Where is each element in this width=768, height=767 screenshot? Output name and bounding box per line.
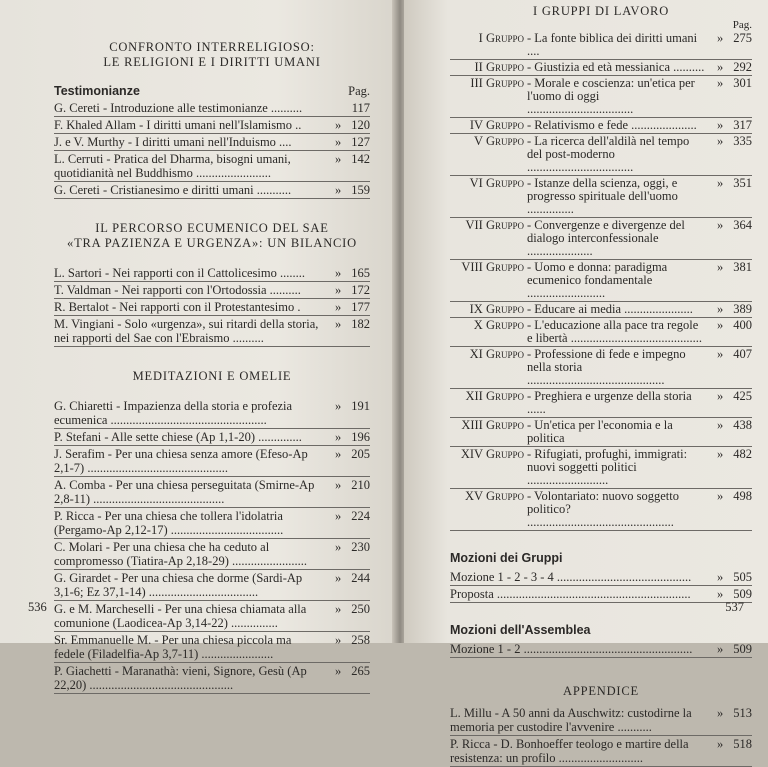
toc-page-ref — [706, 261, 752, 300]
page-ref-number: 230 — [351, 540, 370, 554]
toc-entry-text: L. Sartori - Nei rapporti con il Cattolicesimo ........ — [54, 266, 305, 280]
toc-entry — [54, 539, 370, 570]
page-arrow: » — [717, 218, 724, 232]
page-arrow: » — [717, 260, 724, 274]
toc-page-ref — [324, 266, 370, 280]
page-arrow: » — [335, 478, 342, 492]
toc-entry-text: P. Stefani - Alle sette chiese (Ap 1,1-20) .............. — [54, 430, 302, 444]
toc-page-ref — [706, 490, 752, 529]
toc-entry-text: G. Cereti - Introduzione alle testimonianze .......... — [54, 101, 303, 115]
page-ref-number: 191 — [351, 399, 370, 413]
page-ref-number: 389 — [733, 302, 752, 316]
page-ref-number: 244 — [351, 571, 370, 585]
page-arrow: » — [717, 31, 724, 45]
page-ref-number: 258 — [351, 633, 370, 647]
toc-entry-text — [450, 348, 706, 387]
toc-page-ref — [324, 540, 370, 568]
pag-label: Pag. — [348, 84, 370, 98]
toc-entry-text: G. e M. Marcheselli - Per una chiesa chiamata alla comunione (Laodicea-Ap 3,14-22) ............... — [54, 602, 307, 630]
toc-page-ref — [324, 571, 370, 599]
toc-entry — [54, 299, 370, 316]
toc-list — [450, 705, 752, 767]
toc-entry-text: C. Molari - Per una chiesa che ha ceduto al compromesso (Tiatira-Ap 2,18-29) ........................ — [54, 540, 307, 568]
toc-page-ref — [324, 633, 370, 661]
toc-page-ref — [324, 602, 370, 630]
toc-entry — [450, 569, 752, 586]
page-ref-number: 210 — [351, 478, 370, 492]
toc-page-ref — [706, 219, 752, 258]
toc-entry — [54, 632, 370, 663]
group-number: XII Gruppo — [465, 389, 524, 403]
toc-entry — [450, 489, 752, 531]
page-number: 537 — [725, 600, 744, 614]
toc-entry-text: F. Khaled Allam - I diritti umani nell'Islamismo .. — [54, 118, 302, 132]
page-ref-number: 509 — [733, 587, 752, 601]
group-number: IV Gruppo — [469, 118, 524, 132]
toc-entry-text: A. Comba - Per una chiesa perseguitata (Smirne-Ap 2,8-11) .......................................... — [54, 478, 315, 506]
toc-page-ref — [706, 737, 752, 765]
page-arrow: » — [335, 266, 342, 280]
toc-page-ref — [706, 348, 752, 387]
toc-entry-text: P. Ricca - Per una chiesa che tollera l'idolatria (Pergamo-Ap 2,12-17) .................................... — [54, 509, 284, 537]
toc-entry — [54, 117, 370, 134]
page-arrow: » — [717, 60, 724, 74]
group-number: XIV Gruppo — [460, 447, 524, 461]
toc-entry — [450, 389, 752, 418]
page-arrow: » — [335, 399, 342, 413]
toc-entry — [450, 260, 752, 302]
page-ref-number: 159 — [351, 183, 370, 197]
left-page — [0, 0, 396, 692]
toc-entry — [54, 477, 370, 508]
page-arrow: » — [335, 183, 342, 197]
section-percorso-ecumenico — [54, 221, 370, 347]
page-arrow: » — [717, 737, 724, 751]
toc-entry-text: L. Cerruti - Pratica del Dharma, bisogni umani, quotidianità nel Buddhismo ........................ — [54, 152, 291, 180]
page-arrow: » — [717, 347, 724, 361]
page-arrow: » — [717, 318, 724, 332]
page-arrow: » — [717, 302, 724, 316]
page-ref-number: 182 — [351, 317, 370, 331]
page-arrow: » — [335, 430, 342, 444]
toc-entry — [54, 182, 370, 199]
toc-entry — [450, 418, 752, 447]
page-ref-number: 513 — [733, 706, 752, 720]
toc-page-ref — [706, 177, 752, 216]
toc-entry — [54, 134, 370, 151]
group-number: IX Gruppo — [469, 302, 524, 316]
page-ref-number: 205 — [351, 447, 370, 461]
toc-entry-text — [450, 61, 706, 74]
toc-entry — [54, 570, 370, 601]
page-ref-number: 265 — [351, 664, 370, 678]
toc-page-ref — [324, 300, 370, 314]
page-arrow: » — [335, 135, 342, 149]
toc-entry — [54, 508, 370, 539]
page-ref-number: 117 — [351, 101, 370, 115]
toc-page-ref — [706, 419, 752, 445]
page-arrow: » — [717, 118, 724, 132]
entry-title: - Uomo e donna: paradigma ecumenico fondamentale ......................... — [527, 260, 668, 300]
group-number: VII Gruppo — [465, 218, 524, 232]
toc-entry — [450, 318, 752, 347]
group-number: V Gruppo — [474, 134, 524, 148]
toc-page-ref — [706, 303, 752, 316]
page-arrow: » — [717, 134, 724, 148]
toc-page-ref — [324, 101, 370, 115]
page-ref-number: 165 — [351, 266, 370, 280]
section-title: I GRUPPI DI LAVORO — [532, 4, 670, 18]
toc-page-ref — [324, 664, 370, 692]
toc-entry — [450, 447, 752, 489]
toc-entry — [54, 663, 370, 694]
page-ref-number: 400 — [733, 318, 752, 332]
page-arrow: » — [717, 570, 724, 584]
toc-entry-text — [450, 219, 706, 258]
page-arrow: » — [335, 317, 342, 331]
toc-page-ref — [324, 447, 370, 475]
toc-entry — [54, 446, 370, 477]
toc-list — [54, 265, 370, 347]
group-number: III Gruppo — [470, 76, 524, 90]
group-number: XI Gruppo — [469, 347, 524, 361]
page-ref-number: 351 — [733, 176, 752, 190]
entry-title: - Un'etica per l'economia e la politica — [527, 418, 673, 445]
toc-page-ref — [706, 570, 752, 584]
entry-title: - Preghiera e urgenze della storia ...... — [527, 389, 692, 416]
group-number: XIII Gruppo — [461, 418, 524, 432]
toc-page-ref — [324, 478, 370, 506]
toc-page-ref — [324, 183, 370, 197]
toc-page-ref — [706, 587, 752, 601]
page-arrow: » — [717, 489, 724, 503]
page-ref-number: 364 — [733, 218, 752, 232]
toc-entry — [450, 118, 752, 134]
page-ref-number: 196 — [351, 430, 370, 444]
toc-entry-text — [450, 448, 706, 487]
toc-entry-text: G. Cereti - Cristianesimo e diritti umani ........... — [54, 183, 292, 197]
entry-title: - L'educazione alla pace tra regole e libertà .......................................... — [527, 318, 702, 345]
page-ref-number: 518 — [733, 737, 752, 751]
entry-title: - Convergenze e divergenze del dialogo interconfessionale ..................... — [527, 218, 685, 258]
page-ref-number: 292 — [733, 60, 752, 74]
section-title — [54, 369, 370, 384]
page-arrow: » — [335, 571, 342, 585]
toc-entry-text: L. Millu - A 50 anni da Auschwitz: custodirne la memoria per custodire l'avvenire ........... — [450, 706, 692, 734]
page-arrow: » — [335, 540, 342, 554]
page-ref-number: 317 — [733, 118, 752, 132]
section-title: APPENDICE — [563, 684, 639, 698]
toc-page-ref — [324, 118, 370, 132]
toc-entry-text — [450, 303, 706, 316]
section-title-line: IL PERCORSO ECUMENICO DEL SAE — [95, 221, 329, 235]
toc-page-ref — [324, 509, 370, 537]
toc-entry-text — [450, 319, 706, 345]
toc-entry-text — [450, 135, 706, 174]
section-title — [54, 40, 370, 70]
toc-entry — [54, 100, 370, 117]
page-arrow: » — [335, 300, 342, 314]
toc-entry-text: P. Giachetti - Maranathà: vieni, Signore, Gesù (Ap 22,20) .............................................. — [54, 664, 307, 692]
toc-entry-text — [450, 119, 706, 132]
right-page — [404, 0, 768, 765]
entry-title: - Professione di fede e impegno nella storia ............................................ — [527, 347, 686, 387]
group-number: I Gruppo — [478, 31, 524, 45]
page-ref-number: 275 — [733, 31, 752, 45]
toc-page-ref — [706, 642, 752, 656]
toc-entry-text: T. Valdman - Nei rapporti con l'Ortodossia .......... — [54, 283, 301, 297]
entry-title: - Morale e coscienza: un'etica per l'uomo di oggi .................................. — [527, 76, 695, 116]
toc-page-ref — [706, 61, 752, 74]
toc-entry-text: Mozione 1 - 2 - 3 - 4 ........................................... — [450, 570, 692, 584]
toc-page-ref — [324, 283, 370, 297]
toc-entry-text: Proposta .............................................................. — [450, 587, 691, 601]
page-arrow: » — [717, 587, 724, 601]
toc-page-ref — [324, 317, 370, 345]
section-gruppi — [450, 4, 752, 531]
section-title: Mozioni dell'Assemblea — [450, 623, 591, 637]
page-ref-number: 335 — [733, 134, 752, 148]
section-title-line: CONFRONTO INTERRELIGIOSO: — [109, 40, 315, 54]
toc-entry — [450, 347, 752, 389]
toc-entry-text — [450, 390, 706, 416]
toc-entry-text — [450, 177, 706, 216]
page-arrow: » — [717, 176, 724, 190]
page-arrow: » — [335, 283, 342, 297]
page-ref-number: 425 — [733, 389, 752, 403]
entry-title: - La fonte biblica dei diritti umani .... — [527, 31, 698, 58]
page-arrow: » — [717, 418, 724, 432]
page-ref-number: 120 — [351, 118, 370, 132]
group-number: II Gruppo — [474, 60, 524, 74]
page-arrow: » — [335, 118, 342, 132]
page-ref-number: 172 — [351, 283, 370, 297]
toc-entry-text: G. Girardet - Per una chiesa che dorme (Sardi-Ap 3,1-6; Ez 37,1-14) ................................... — [54, 571, 303, 599]
toc-page-ref — [706, 319, 752, 345]
toc-entry — [54, 316, 370, 347]
page-ref-number: 438 — [733, 418, 752, 432]
toc-page-ref — [324, 135, 370, 149]
entry-title: - Giustizia ed età messianica .......... — [527, 60, 705, 74]
page-arrow: » — [335, 602, 342, 616]
toc-list — [450, 31, 752, 531]
toc-page-ref — [324, 152, 370, 180]
page-ref-number: 509 — [733, 642, 752, 656]
toc-page-ref — [706, 119, 752, 132]
toc-entry — [450, 705, 752, 736]
toc-entry-text: Sr. Emmanuelle M. - Per una chiesa piccola ma fedele (Filadelfia-Ap 3,7-11) ....................... — [54, 633, 292, 661]
page-ref-number: 482 — [733, 447, 752, 461]
toc-entry — [54, 282, 370, 299]
toc-list — [450, 569, 752, 603]
page-ref-number: 301 — [733, 76, 752, 90]
page-arrow: » — [717, 642, 724, 656]
toc-entry — [450, 176, 752, 218]
toc-entry-text: G. Chiaretti - Impazienza della storia e profezia ecumenica .................................................. — [54, 399, 293, 427]
entry-title: - Volontariato: nuovo soggetto politico? ............................................... — [527, 489, 679, 529]
toc-page-ref — [324, 399, 370, 427]
toc-entry — [450, 134, 752, 176]
toc-entry-text — [450, 261, 706, 300]
group-number: XV Gruppo — [465, 489, 524, 503]
group-number: X Gruppo — [473, 318, 524, 332]
toc-page-ref — [324, 430, 370, 444]
entry-title: - Istanze della scienza, oggi, e progresso spirituale dell'uomo ............... — [527, 176, 678, 216]
toc-entry — [54, 151, 370, 182]
section-interreligioso — [54, 40, 370, 199]
page-arrow: » — [717, 447, 724, 461]
subsection-title: Testimonianze — [54, 84, 140, 98]
toc-entry-text: P. Ricca - D. Bonhoeffer teologo e martire della resistenza: un profilo ........................... — [450, 737, 689, 765]
toc-entry-text — [450, 490, 706, 529]
toc-entry — [450, 641, 752, 658]
toc-entry — [450, 76, 752, 118]
group-number: VI Gruppo — [469, 176, 524, 190]
page-ref-number: 250 — [351, 602, 370, 616]
page-arrow: » — [335, 509, 342, 523]
toc-page-ref — [706, 77, 752, 116]
pag-label: Pag. — [732, 19, 752, 31]
toc-entry — [450, 218, 752, 260]
page-ref-number: 505 — [733, 570, 752, 584]
entry-title: - La ricerca dell'aldilà nel tempo del post-moderno .................................. — [527, 134, 690, 174]
toc-page-ref — [706, 706, 752, 734]
section-title — [54, 221, 370, 251]
toc-entry — [450, 31, 752, 60]
page-arrow: » — [717, 389, 724, 403]
toc-entry-text — [450, 419, 706, 445]
section-meditazioni — [54, 369, 370, 694]
toc-page-ref — [706, 32, 752, 58]
toc-list — [54, 398, 370, 694]
section-title-line: MEDITAZIONI E OMELIE — [132, 369, 292, 383]
toc-page-ref — [706, 135, 752, 174]
toc-entry — [54, 601, 370, 632]
page-arrow: » — [335, 664, 342, 678]
entry-title: - Rifugiati, profughi, immigrati: nuovi soggetti politici .......................... — [527, 447, 688, 487]
toc-entry-text: R. Bertalot - Nei rapporti con il Protestantesimo . — [54, 300, 301, 314]
toc-entry — [54, 265, 370, 282]
section-title: Mozioni dei Gruppi — [450, 551, 563, 565]
toc-entry-text — [450, 32, 706, 58]
page-ref-number: 177 — [351, 300, 370, 314]
toc-list — [54, 100, 370, 199]
page-arrow: » — [335, 152, 342, 166]
toc-entry-text: J. e V. Murthy - I diritti umani nell'Induismo .... — [54, 135, 292, 149]
page-arrow: » — [717, 706, 724, 720]
section-title-line: LE RELIGIONI E I DIRITTI UMANI — [103, 55, 321, 69]
group-number: VIII Gruppo — [461, 260, 524, 274]
page-arrow: » — [717, 76, 724, 90]
toc-page-ref — [706, 390, 752, 416]
page-arrow: » — [335, 447, 342, 461]
section-title-line: «TRA PAZIENZA E URGENZA»: UN BILANCIO — [67, 236, 357, 250]
entry-title: - Relativismo e fede ..................... — [527, 118, 697, 132]
toc-entry — [54, 398, 370, 429]
toc-entry-text — [450, 77, 706, 116]
page-ref-number: 407 — [733, 347, 752, 361]
toc-entry — [450, 586, 752, 603]
page-number: 536 — [28, 600, 47, 614]
page-ref-number: 127 — [351, 135, 370, 149]
toc-entry-text: M. Vingiani - Solo «urgenza», sui ritardi della storia, nei rapporti del Sae con l'Ebraismo .......... — [54, 317, 319, 345]
entry-title: - Educare ai media ...................... — [527, 302, 693, 316]
toc-entry — [450, 736, 752, 767]
toc-entry — [54, 429, 370, 446]
toc-list — [450, 641, 752, 658]
toc-entry — [450, 60, 752, 76]
toc-entry-text: Mozione 1 - 2 ...................................................... — [450, 642, 693, 656]
page-ref-number: 142 — [351, 152, 370, 166]
page-ref-number: 224 — [351, 509, 370, 523]
page-arrow: » — [335, 633, 342, 647]
toc-page-ref — [706, 448, 752, 487]
toc-entry-text: J. Serafim - Per una chiesa senza amore (Efeso-Ap 2,1-7) ............................................. — [54, 447, 308, 475]
toc-entry — [450, 302, 752, 318]
page-ref-number: 381 — [733, 260, 752, 274]
page-ref-number: 498 — [733, 489, 752, 503]
